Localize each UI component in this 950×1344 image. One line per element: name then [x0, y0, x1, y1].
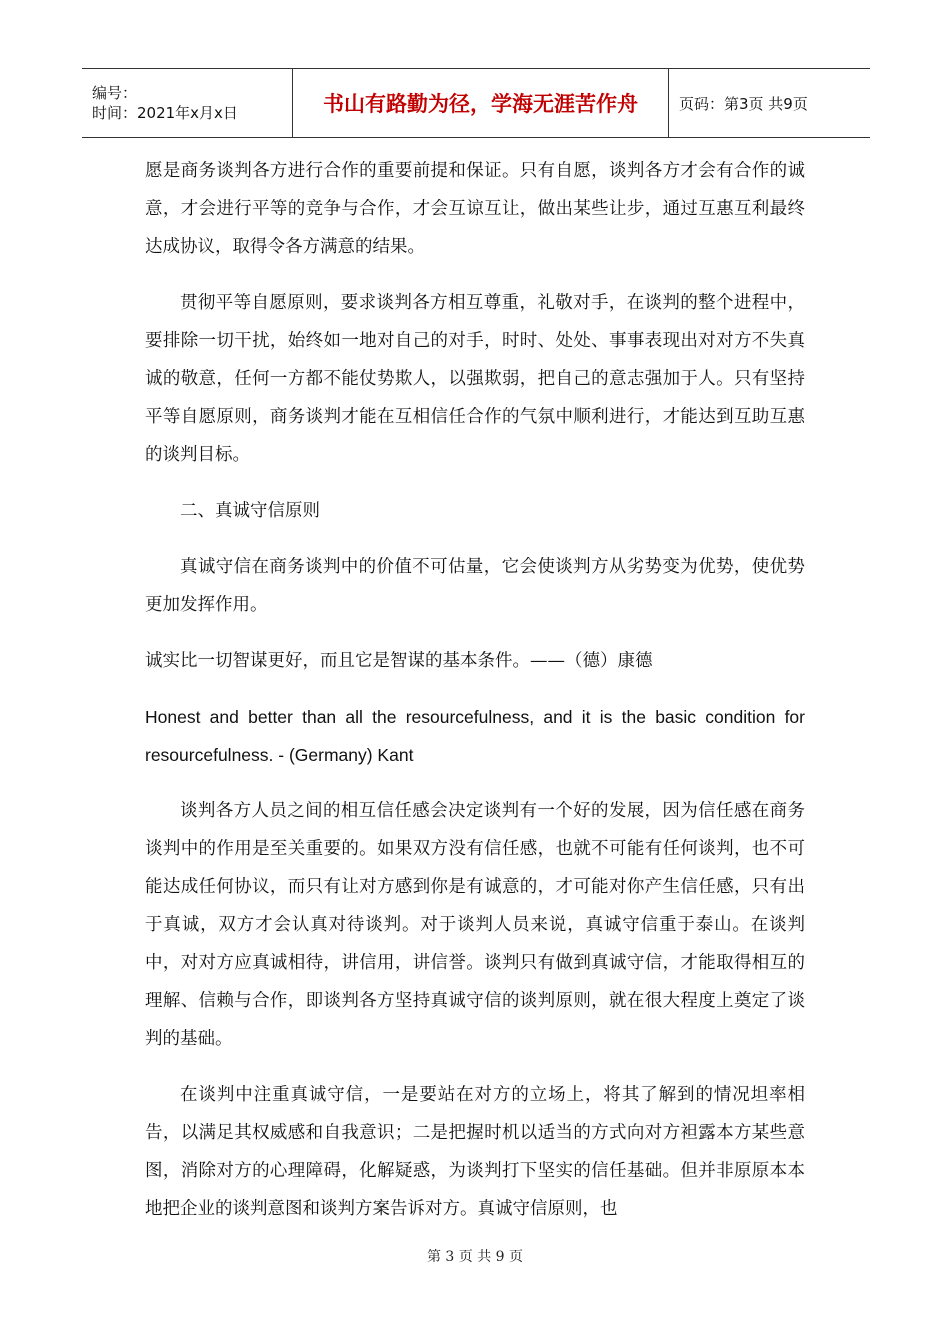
header-right-cell: [669, 69, 870, 137]
page-footer: 第 3 页 共 9 页: [426, 1249, 524, 1265]
header-page-label: 页码：第3页 共9页: [679, 94, 808, 113]
paragraph: 贯彻平等自愿原则，要求谈判各方相互尊重，礼敬对手，在谈判的整个进程中，要排除一切干扰，始终如一地对自己的对手，时时、处处、事事表现出对对方不失真诚的敬意，任何一方都不能仗势欺人，以强欺弱，把自己的意志强加于人。只有坚持平等自愿原则，商务谈判才能在互相信任合作的气氛中顺利进行，才能达到互助互惠的谈判目标。: [145, 293, 805, 465]
document-header: [82, 68, 870, 138]
header-left-cell: [82, 69, 293, 137]
paragraph: 真诚守信在商务谈判中的价值不可估量，它会使谈判方从劣势变为优势，使优势更加发挥作用。: [145, 557, 805, 615]
document-body: [145, 152, 805, 1246]
quote-chinese: 诚实比一切智谋更好，而且它是智谋的基本条件。——（德）康德: [145, 651, 653, 671]
document-date-label: 时间：2021年x月x日: [92, 104, 238, 122]
header-motto: 书山有路勤为径，学海无涯苦作舟: [323, 92, 638, 116]
paragraph: 谈判各方人员之间的相互信任感会决定谈判有一个好的发展，因为信任感在商务谈判中的作用是至关重要的。如果双方没有信任感，也就不可能有任何谈判，也不可能达成任何协议，而只有让对方感到你是有诚意的，才可能对你产生信任感，只有出于真诚，双方才会认真对待谈判。对于谈判人员来说，真诚守信重于泰山。在谈判中，对对方应真诚相待，讲信用，讲信誉。谈判只有做到真诚守信，才能取得相互的理解、信赖与合作，即谈判各方坚持真诚守信的谈判原则，就在很大程度上奠定了谈判的基础。: [145, 801, 805, 1049]
header-motto-cell: [293, 69, 669, 137]
section-heading: 二、真诚守信原则: [180, 501, 320, 521]
paragraph: 在谈判中注重真诚守信，一是要站在对方的立场上，将其了解到的情况坦率相告，以满足其权威感和自我意识；二是把握时机以适当的方式向对方袒露本方某些意图，消除对方的心理障碍，化解疑惑，为谈判打下坚实的信任基础。但并非原原本本地把企业的谈判意图和谈判方案告诉对方。真诚守信原则，也: [145, 1085, 805, 1219]
paragraph-continued: 愿是商务谈判各方进行合作的重要前提和保证。只有自愿，谈判各方才会有合作的诚意，才会进行平等的竞争与合作，才会互谅互让，做出某些让步，通过互惠互利最终达成协议，取得令各方满意的结果。: [145, 161, 805, 257]
quote-english: Honest and better than all the resourcefulness, and it is the basic condition for resourcefulness. - (Germany) Kant: [145, 707, 805, 765]
document-id-label: 编号：: [92, 84, 138, 102]
